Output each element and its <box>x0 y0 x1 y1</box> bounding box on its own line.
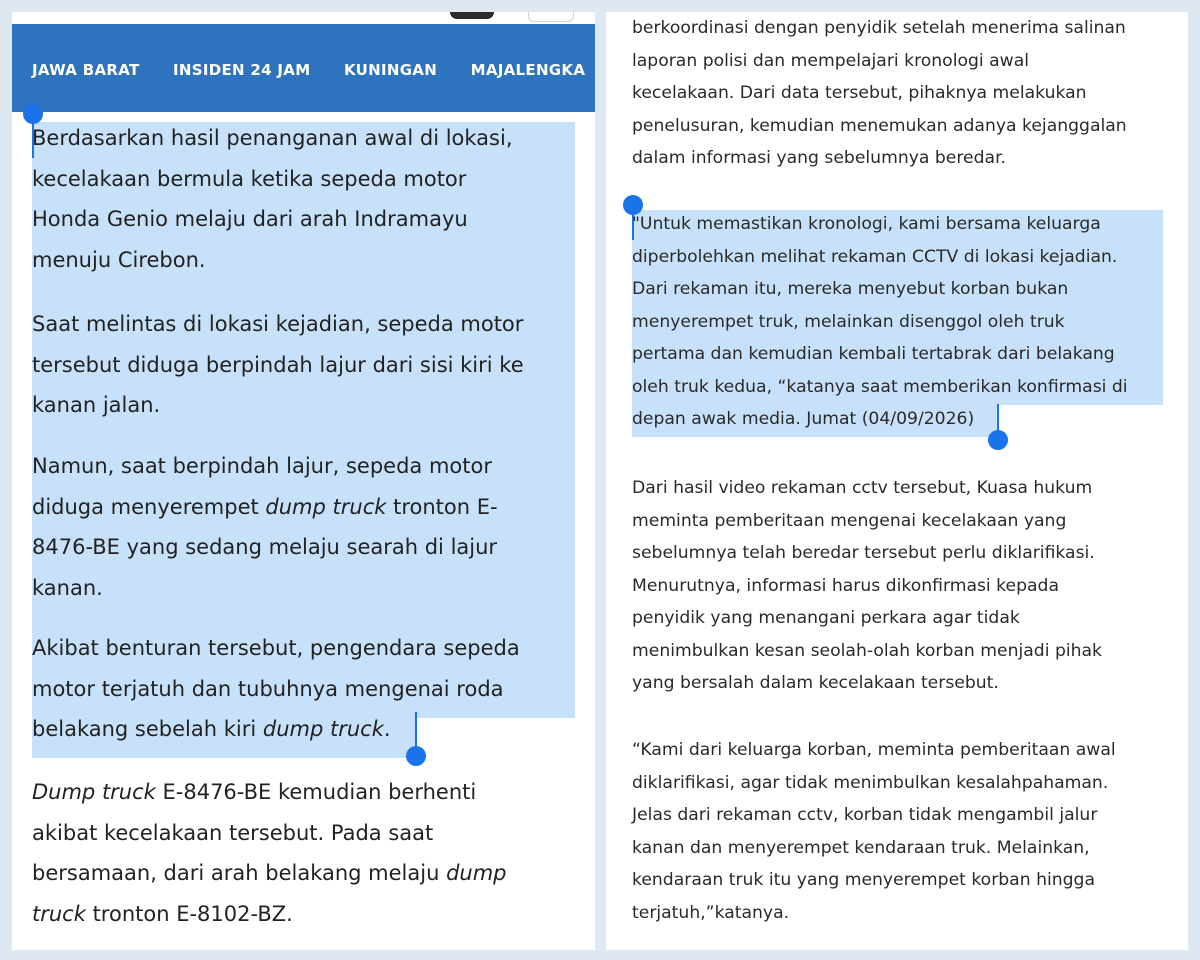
text-line: "Untuk memastikan kronologi, kami bersama keluarga <box>632 214 1101 234</box>
article-paragraph-2-quote <box>632 208 1172 436</box>
text-run-italic: dump truck <box>262 717 384 741</box>
text-line <box>32 487 577 528</box>
text-run-italic: truck <box>32 901 86 926</box>
text-line: menimbulkan kesan seolah-olah korban menjadi pihak <box>632 640 1103 661</box>
nav-item-jawa-barat[interactable]: JAWA BARAT <box>32 61 140 79</box>
text-run-italic: dump <box>446 861 507 885</box>
text-line: Jelas dari rekaman cctv, korban tidak mengambil jalur <box>632 805 1098 825</box>
text-run-italic: Dump truck <box>32 780 156 804</box>
article-paragraph-4 <box>32 628 577 750</box>
text-line: berkoordinasi dengan penyidik setelah menerima salinan <box>632 18 1126 38</box>
text-line: Namun, saat berpindah lajur, sepeda motor <box>32 454 492 478</box>
text-line: pertama dan kemudian kembali tertabrak dari belakang <box>632 344 1115 364</box>
nav-item-kuningan[interactable]: KUNINGAN <box>343 61 438 79</box>
text-line: tersebut diduga berpindah lajur dari sisi kiri ke <box>32 352 524 377</box>
text-line: laporan polisi dan mempelajari kronologi awal <box>632 50 1030 71</box>
article-paragraph-3 <box>32 446 577 608</box>
text-line: penelusuran, kemudian menemukan adanya kejanggalan <box>632 115 1127 136</box>
nav-item-majalengka[interactable]: MAJALENGKA <box>470 61 586 79</box>
text-line: depan awak media. Jumat (04/09/2026) <box>632 409 975 429</box>
text-line: kecelakaan. Dari data tersebut, pihaknya melakukan <box>632 83 1087 103</box>
text-line: akibat kecelakaan tersebut. Pada saat <box>32 820 434 845</box>
text-run: . <box>383 717 391 741</box>
text-line: Berdasarkan hasil penanganan awal di lokasi, <box>32 126 513 150</box>
text-line: meminta pemberitaan mengenai kecelakaan yang <box>632 510 1067 531</box>
text-line: motor terjatuh dan tubuhnya mengenai roda <box>32 676 504 701</box>
text-line: kecelakaan bermula ketika sepeda motor <box>32 166 467 191</box>
article-paragraph-1 <box>632 12 1172 175</box>
text-run: tronton E-8102-BZ. <box>85 901 293 926</box>
category-navbar <box>12 24 595 112</box>
text-line: penyidik yang menangani perkara agar tidak <box>632 608 1020 628</box>
text-line <box>32 709 577 750</box>
text-run: E-8476-BE kemudian berhenti <box>155 780 477 804</box>
text-run: tronton E- <box>386 494 498 519</box>
text-line: Saat melintas di lokasi kejadian, sepeda motor <box>32 312 524 336</box>
text-run: diduga menyerempet <box>32 494 266 519</box>
text-run: bersamaan, dari arah belakang melaju <box>32 861 447 885</box>
left-article-screenshot <box>12 12 595 950</box>
text-line <box>32 894 577 935</box>
text-line: menuju Cirebon. <box>32 247 206 272</box>
text-line <box>32 772 577 813</box>
text-line: kanan jalan. <box>32 393 161 417</box>
text-line: kanan. <box>32 575 103 600</box>
text-line: menyerempet truk, melainkan disenggol oleh truk <box>632 311 1065 332</box>
article-paragraph-3 <box>632 472 1172 700</box>
text-line: yang bersalah dalam kecelakaan tersebut. <box>632 673 999 693</box>
text-line: Dari rekaman itu, mereka menyebut korban bukan <box>632 279 1069 299</box>
article-paragraph-5 <box>32 772 577 934</box>
text-run: belakang sebelah kiri <box>32 717 263 741</box>
text-line: dalam informasi yang sebelumnya beredar. <box>632 148 1007 168</box>
text-line: diperbolehkan melihat rekaman CCTV di lokasi kejadian. <box>632 246 1118 267</box>
text-line: 8476-BE yang sedang melaju searah di lajur <box>32 535 498 559</box>
article-paragraph-1 <box>32 118 577 280</box>
text-line: sebelumnya telah beredar tersebut perlu diklarifikasi. <box>632 543 1095 563</box>
text-line: diklarifikasi, agar tidak menimbulkan kesalahpahaman. <box>632 772 1109 793</box>
text-line: Dari hasil video rekaman cctv tersebut, Kuasa hukum <box>632 478 1093 498</box>
text-line: kanan dan menyerempet kendaraan truk. Melainkan, <box>632 837 1090 858</box>
top-box-decoration <box>528 12 574 22</box>
top-pill-decoration <box>450 12 494 19</box>
text-line <box>32 853 577 894</box>
article-paragraph-2 <box>32 304 577 426</box>
nav-item-insiden-24-jam[interactable]: INSIDEN 24 JAM <box>173 61 311 79</box>
text-line: “Kami dari keluarga korban, meminta pemberitaan awal <box>632 740 1116 760</box>
article-paragraph-4-quote <box>632 734 1172 929</box>
text-line: Honda Genio melaju dari arah Indramayu <box>32 207 468 231</box>
text-line: Menurutnya, informasi harus dikonfirmasi kepada <box>632 575 1059 596</box>
text-line: terjatuh,”katanya. <box>632 902 790 923</box>
text-line: kendaraan truk itu yang menyerempet korban hingga <box>632 870 1095 890</box>
text-line: oleh truk kedua, “katanya saat memberikan konfirmasi di <box>632 376 1128 397</box>
text-run-italic: dump truck <box>265 494 387 519</box>
right-article-screenshot <box>606 12 1188 950</box>
text-line: Akibat benturan tersebut, pengendara sepeda <box>32 636 520 660</box>
